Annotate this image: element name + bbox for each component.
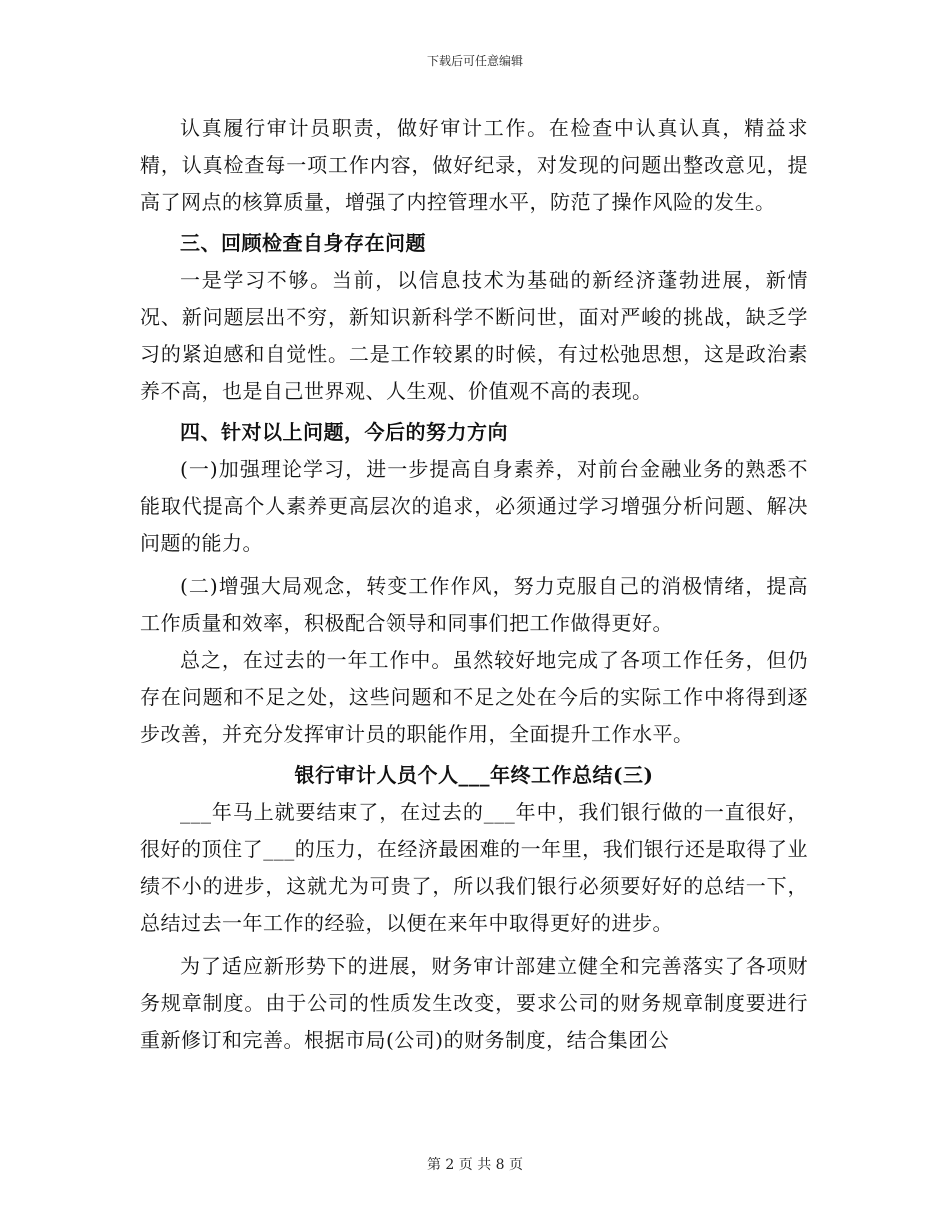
- document-title: 银行审计人员个人___年终工作总结(三): [294, 763, 654, 787]
- paragraph-finance-rules: 为了适应新形势下的进展，财务审计部建立健全和完善落实了各项财务规章制度。由于公司的性质发生改变，要求公司的财务规章制度要进行重新修订和完善。根据市局(公司)的财务制度，结合集团公: [140, 954, 808, 1052]
- page-number: 第 2 页 共 8 页: [426, 1157, 524, 1173]
- page-footer: [0, 1154, 950, 1174]
- paragraph-intro: ___年马上就要结束了，在过去的___年中，我们银行做的一直很好，很好的顶住了___的压力，在经济最困难的一年里，我们银行还是取得了业绩不小的进步，这就尤为可贵了，所以我们银行必须要好好的总结一下，总结过去一年工作的经验，以便在来年中取得更好的进步。: [140, 800, 808, 935]
- paragraph-audit-duties: 认真履行审计员职责，做好审计工作。在检查中认真认真，精益求精，认真检查每一项工作内容，做好纪录，对发现的问题出整改意见，提高了网点的核算质量，增强了内控管理水平，防范了操作风险的发生。: [140, 116, 808, 214]
- header-text: 下载后可任意编辑: [426, 54, 523, 68]
- paragraph-direction-2: (二)增强大局观念，转变工作作风，努力克服自己的消极情绪，提高工作质量和效率，积极配合领导和同事们把工作做得更好。: [140, 574, 808, 635]
- paragraph-problems: 一是学习不够。当前，以信息技术为基础的新经济蓬勃进展，新情况、新问题层出不穷，新知识新科学不断问世，面对严峻的挑战，缺乏学习的紧迫感和自觉性。二是工作较累的时候，有过松弛思想，这是政治素养不高，也是自己世界观、人生观、价值观不高的表现。: [140, 268, 808, 403]
- document-body: [140, 110, 808, 1059]
- paragraph-summary: 总之，在过去的一年工作中。虽然较好地完成了各项工作任务，但仍存在问题和不足之处，这些问题和不足之处在今后的实际工作中将得到逐步改善，并充分发挥审计员的职能作用，全面提升工作水平。: [140, 648, 808, 746]
- paragraph-direction-1: (一)加强理论学习，进一步提高自身素养，对前台金融业务的熟悉不能取代提高个人素养更高层次的追求，必须通过学习增强分析问题、解决问题的能力。: [140, 457, 808, 555]
- page-header: [0, 52, 950, 69]
- section-heading-4: 四、针对以上问题，今后的努力方向: [180, 420, 508, 444]
- section-heading-3: 三、回顾检查自身存在问题: [180, 231, 426, 255]
